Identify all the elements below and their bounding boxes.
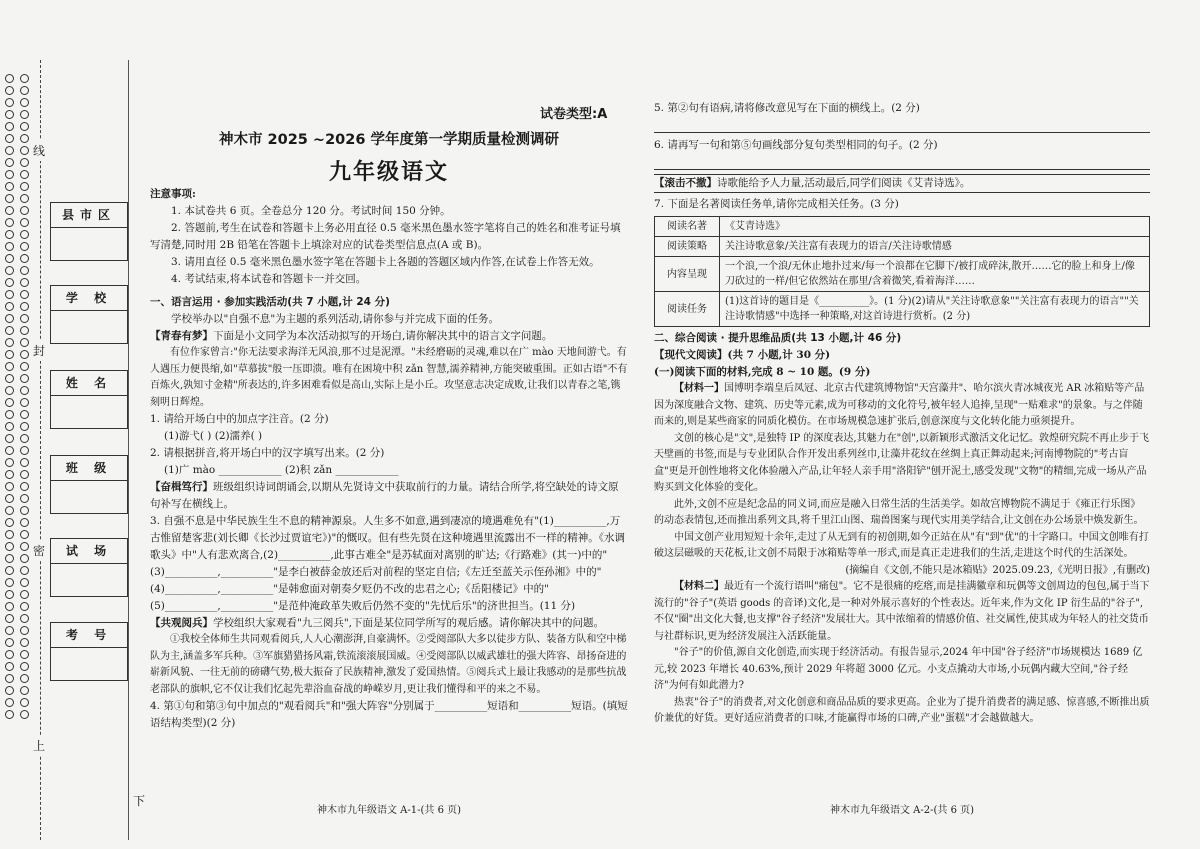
punch-hole [20, 302, 29, 311]
punch-hole [20, 254, 29, 263]
punch-hole [20, 530, 29, 539]
part-1-head: (一)阅读下面的材料,完成 8 ~ 10 题。(9 分) [654, 366, 871, 378]
side-char-xian: 线 [33, 140, 45, 161]
binding-strip [0, 0, 146, 849]
punch-hole [5, 86, 14, 95]
table-row [655, 257, 1150, 292]
material-2-para: "谷子"的价值,源自文化创造,而实现于经济活动。有报告显示,2024 年中国"谷子经济"市场规模达 1689 亿元,较 2023 年增长 40.63%,预计 2029 年将超 3000 亿元。小支点撬动大市场,小玩偶内藏大空间,"谷子经济"为何有如此潜力? [654, 647, 1143, 691]
punch-hole [20, 710, 29, 719]
material-2-para: 热衷"谷子"的消费者,对文化创意和商品品质的要求更高。企业为了提升消费者的满足感、惊喜感,不断推出质价兼优的好货。更好适应消费者的口味,才能赢得市场的口碑,产业"蛋糕"才会越做越大。 [654, 696, 1150, 724]
question-7: 7. 下面是名著阅读任务单,请你完成相关任务。(3 分) [654, 198, 899, 210]
question-4[interactable]: 4. 第①句和第③句中加点的"观看阅兵"和"强大阵容"分别属于__________短语和__________短语。(填短语结构类型)(2 分) [150, 700, 628, 729]
punch-hole [20, 98, 29, 107]
question-1: 1. 请给开场白中的加点字注音。(2 分) [150, 413, 329, 425]
punch-hole [20, 230, 29, 239]
table-key: 阅读任务 [655, 292, 720, 327]
punch-hole [5, 314, 14, 323]
punch-hole [5, 386, 14, 395]
punch-hole [5, 362, 14, 371]
punch-hole [5, 338, 14, 347]
punch-hole [5, 302, 14, 311]
note-item: 3. 请用直径 0.5 毫米黑色墨水签字笔在答题卡上各题的答题区域内作答,在试卷上作答无效。 [171, 256, 600, 268]
punch-hole [5, 398, 14, 407]
field-school[interactable] [50, 285, 128, 344]
punch-hole [20, 554, 29, 563]
page-footer-right: 神木市九年级语文 A-2-(共 6 页) [829, 805, 975, 816]
punch-hole [5, 434, 14, 443]
punch-hole [5, 158, 14, 167]
punch-hole [20, 482, 29, 491]
punch-hole [20, 170, 29, 179]
punch-hole [5, 134, 14, 143]
side-char-shang: 上 [33, 735, 45, 756]
punch-hole [20, 290, 29, 299]
punch-hole [5, 626, 14, 635]
punch-hole [20, 146, 29, 155]
table-value: 一个浪,一个浪/无休止地扑过来/每一个浪都在它脚下/被打成碎沫,散开……它的脸上和身上/像刀砍过的一样/但它依然站在那里/含着微笑,看着海洋…… [720, 257, 1150, 292]
punch-hole [5, 74, 14, 83]
punch-hole [20, 590, 29, 599]
punch-hole [5, 122, 14, 131]
material-1-para: 文创的核心是"文",是独特 IP 的深度表达,其魅力在"创",以新颖形式激活文化记忆。敦煌研究院不再止步于飞天壁画的书签,而是与专业团队合作开发出系列丝巾,让藻井花纹在丝绸上真正舞动起来;河南博物院的"考古盲盒"更是开创性地将文化体验融入产品,让年轻人亲手用"洛阳铲"刨开泥土,感受发现"文物"的精细,完成一场从产品购买到文化体验的变化。 [654, 432, 1149, 493]
punch-hole [20, 110, 29, 119]
paper-type: 试卷类型:A [540, 107, 608, 122]
punch-hole [20, 422, 29, 431]
punch-hole [20, 122, 29, 131]
punch-hole [20, 446, 29, 455]
reading-task-table [654, 216, 1150, 327]
punch-hole [5, 614, 14, 623]
notes-title: 注意事项: [150, 188, 196, 200]
answer-line[interactable] [654, 155, 1150, 170]
punch-hole [5, 542, 14, 551]
task-head: 【奋楫笃行】 [150, 481, 213, 493]
question-3[interactable]: 3. 自强不息是中华民族生生不息的精神源泉。人生多不如意,遇到凄凉的境遇难免有"(1)__________,万古惟留楚客悲(刘长卿《长沙过贾谊宅》)"的慨叹。但有些先贤在这种境遇里流露出不一样的精神。《水调歌头》中"人有悲欢离合,(2)__________,此事古难全"是苏轼面对离别的旷达;《行路难》(其一)中的"(3)__________,__________"是李白被薛金放还后对前程的坚定自信;《左迁至蓝关示侄孙湘》中的"(4)__________,__________"是韩愈面对朝奏夕贬仍不改的忠君之心;《岳阳楼记》中的"(5)__________,__________"是范仲淹政革失败后仍然不变的"先忧后乐"的济世担当。(11 分) [150, 515, 626, 612]
question-1-options[interactable]: (1)游弋( ) (2)濡养( ) [164, 430, 263, 442]
punch-hole [5, 590, 14, 599]
punch-hole [5, 650, 14, 659]
punch-hole [20, 518, 29, 527]
punch-hole [5, 218, 14, 227]
table-key: 阅读策略 [655, 237, 720, 257]
punch-holes-left [5, 72, 19, 722]
field-room[interactable] [50, 538, 128, 597]
punch-hole [20, 134, 29, 143]
punch-hole [20, 566, 29, 575]
modern-reading-head: 【现代文阅读】(共 7 小题,计 30 分) [654, 349, 831, 361]
side-char-mi: 密 [33, 540, 45, 561]
punch-hole [20, 182, 29, 191]
task-text: 诗歌能给予人力量,活动最后,同学们阅读《艾青诗选》。 [717, 177, 971, 189]
punch-hole [5, 698, 14, 707]
material-2-para: 最近有一个流行语叫"痛包"。它不是很痛的疙瘩,而是挂满徽章和玩偶等文创周边的包包,属于当下流行的"谷子"(英语 goods 的音译)文化,是一种对外展示喜好的个性表达。近年来,作为文化 IP 衍生品的"谷子",不仅"圈"出文化大餐,也支撑"谷子经济"发展壮大。其中浓缩着的情感价值、社交属性,使其成为年轻人的社交货币与社群标识,更为经济发展注入活跃能量。 [654, 581, 1150, 642]
table-row [655, 217, 1150, 237]
punch-hole [20, 410, 29, 419]
punch-hole [20, 662, 29, 671]
punch-hole [20, 386, 29, 395]
punch-hole [5, 566, 14, 575]
exam-subject: 九年级语文 [328, 160, 449, 185]
material-1-para: 国博明李端皇后凤冠、北京古代建筑博物馆"天宫藻井"、哈尔滨火青冰城夜光 AR 冰箱贴等产品因为深度融合文物、建筑、历史等元素,成为可移动的文化符号,被年轻人追捧,呈现"一贴难求"的景象。与之伴随而来的,则是某些商家的同质化模仿。在市场规模急速扩张后,创意深度与文化转化能力亟须提升。 [654, 383, 1145, 427]
punch-hole [20, 674, 29, 683]
table-key: 阅读名著 [655, 217, 720, 237]
punch-hole [5, 242, 14, 251]
table-value: 《艾青诗选》 [720, 217, 1150, 237]
punch-hole [5, 530, 14, 539]
punch-hole [20, 266, 29, 275]
punch-hole [5, 170, 14, 179]
question-5: 5. 第②句有语病,请将修改意见写在下面的横线上。(2 分) [654, 102, 920, 114]
table-row [655, 237, 1150, 257]
side-char-xia: 下 [133, 790, 145, 811]
punch-hole [20, 434, 29, 443]
punch-hole [5, 146, 14, 155]
task-head: 【青春有梦】 [150, 330, 213, 342]
punch-hole [20, 74, 29, 83]
cut-line [40, 60, 41, 840]
punch-holes-right [20, 72, 34, 722]
page-footer-left: 神木市九年级语文 A-1-(共 6 页) [316, 805, 462, 816]
field-name[interactable] [50, 370, 128, 429]
punch-hole [20, 686, 29, 695]
punch-hole [20, 218, 29, 227]
question-2: 2. 请根据拼音,将开场白中的汉字填写出来。(2 分) [150, 447, 385, 459]
material-1-source: (摘编自《文创,不能只是冰箱贴》2025.09.23,《光明日报》,有删改) [845, 564, 1150, 576]
punch-hole [5, 674, 14, 683]
punch-hole [20, 338, 29, 347]
punch-hole [5, 230, 14, 239]
passage-parade: ①我校全体师生共同观看阅兵,人人心潮澎湃,自豪满怀。②受阅部队大多以徒步方队、装备方队和空中梯队为主,涵盖多军兵种。③军旗猎猎扬风霜,铁流滚滚展国威。④受阅部队以威武雄壮的强大阵容、昂扬奋进的崭新风貌、一往无前的磅礴气势,极大振奋了民族精神,激发了爱国热情。⑤阅兵式上最让我感动的是那些抗战老部队的旗帜,它不仅让我们忆起先辈浴血奋战的峥嵘岁月,更让我们懂得和平的来之不易。 [150, 634, 627, 695]
field-label: 班 级 [51, 456, 127, 481]
punch-hole [20, 638, 29, 647]
punch-hole [5, 638, 14, 647]
material-2-head: 【材料二】 [674, 581, 724, 592]
punch-hole [20, 626, 29, 635]
punch-hole [20, 578, 29, 587]
field-exam-number[interactable] [50, 622, 128, 681]
punch-hole [5, 662, 14, 671]
punch-hole [5, 578, 14, 587]
field-county[interactable] [50, 202, 128, 261]
field-label: 县市区 [51, 203, 127, 228]
intro-text: 学校举办以"自强不息"为主题的系列活动,请你参与并完成下面的任务。 [171, 313, 499, 325]
table-row [655, 292, 1150, 327]
punch-hole [5, 458, 14, 467]
task-text: 学校组织大家观看"九三阅兵",下面是某位同学所写的观后感。请你解决其中的问题。 [213, 617, 604, 629]
punch-hole [20, 650, 29, 659]
punch-hole [5, 182, 14, 191]
punch-hole [5, 326, 14, 335]
task-text: 班级组织诗词朗诵会,以期从先贤诗文中获取前行的力量。请结合所学,将空缺处的诗文原句补写在横线上。 [150, 481, 619, 510]
punch-hole [5, 110, 14, 119]
punch-hole [20, 86, 29, 95]
punch-hole [20, 374, 29, 383]
punch-hole [20, 158, 29, 167]
punch-hole [5, 446, 14, 455]
punch-hole [5, 290, 14, 299]
note-item: 2. 答题前,考生在试卷和答题卡上务必用直径 0.5 毫米黑色墨水签字笔将自己的姓名和准考证号填写清楚,同时用 2B 铅笔在答题卡上填涂对应的试卷类型信息点(A 或 B)。 [150, 222, 621, 251]
punch-hole [5, 602, 14, 611]
passage-opening: 有位作家曾言:"你无法要求海洋无风浪,那不过是泥潭。"未经磨砺的灵魂,难以在广 mào 天地间游弋。有人遇压力便畏缩,如"草慕拔"般一压即溃。唯有在困境中积 zǎn 智慧,濡养精神,方能突破重围。正如古语"不有百炼火,孰知寸金精"所表达的,许多困难看似是高山,实际上是小丘。攻坚意志决定成败,让我们以青春之笔,镌刻明日辉煌。 [150, 347, 628, 408]
punch-hole [20, 278, 29, 287]
field-label: 试 场 [51, 539, 127, 564]
answer-line[interactable] [654, 118, 1150, 133]
task-box [654, 174, 1150, 193]
section-2-title: 二、综合阅读 · 提升思维品质(共 13 小题,计 46 分) [654, 332, 902, 344]
punch-hole [20, 602, 29, 611]
punch-hole [5, 686, 14, 695]
punch-hole [5, 518, 14, 527]
punch-hole [5, 494, 14, 503]
punch-hole [5, 482, 14, 491]
punch-hole [5, 278, 14, 287]
punch-hole [20, 206, 29, 215]
field-class[interactable] [50, 455, 128, 514]
punch-hole [5, 422, 14, 431]
punch-hole [5, 374, 14, 383]
material-1-head: 【材料一】 [674, 383, 724, 394]
question-2-options[interactable]: (1)广 mào ____________ (2)积 zǎn ____________ [164, 464, 399, 476]
field-label: 考 号 [51, 623, 127, 648]
question-6: 6. 请再写一句和第⑤句画线部分复句类型相同的句子。(2 分) [654, 139, 938, 151]
task-text: 下面是小文同学为本次活动拟写的开场白,请你解决其中的语言文字问题。 [213, 330, 553, 342]
punch-hole [5, 506, 14, 515]
punch-hole [5, 98, 14, 107]
note-item: 1. 本试卷共 6 页。全卷总分 120 分。考试时间 150 分钟。 [171, 205, 451, 217]
punch-hole [20, 470, 29, 479]
material-1-para: 此外,文创不应是纪念品的同义词,而应是融入日常生活的生活美学。如故宫博物院不满足于《雍正行乐图》的动态表情包,还而推出系列文具,将千里江山图、瑞兽图案与现代实用美学结合,让文创在办公场景中焕发新生。 [654, 498, 1144, 526]
field-label: 姓 名 [51, 371, 127, 396]
table-value: 关注诗歌意象/关注富有表现力的语言/关注诗歌情感 [720, 237, 1150, 257]
punch-hole [20, 698, 29, 707]
seal-line [128, 60, 129, 840]
punch-hole [20, 362, 29, 371]
punch-hole [5, 266, 14, 275]
note-item: 4. 考试结束,将本试卷和答题卡一并交回。 [171, 273, 367, 285]
punch-hole [20, 350, 29, 359]
punch-hole [5, 350, 14, 359]
punch-hole [5, 194, 14, 203]
side-char-feng: 封 [33, 340, 45, 361]
exam-title: 神木市 2025 ~2026 学年度第一学期质量检测调研 [218, 132, 559, 148]
punch-hole [20, 542, 29, 551]
punch-hole [20, 458, 29, 467]
punch-hole [5, 710, 14, 719]
section-1-title: 一、语言运用 · 参加实践活动(共 7 小题,计 24 分) [150, 296, 390, 308]
punch-hole [20, 314, 29, 323]
punch-hole [20, 506, 29, 515]
punch-hole [20, 614, 29, 623]
punch-hole [20, 326, 29, 335]
punch-hole [20, 398, 29, 407]
punch-hole [20, 494, 29, 503]
punch-hole [5, 410, 14, 419]
material-1-para: 中国文创产业用短短十余年,走过了从无到有的初创期,如今正站在从"有"到"优"的十字路口。中国文创唯有打破这层磁吸的天花板,让文创不局限于冰箱贴等单一形式,而是真正走进我们的生活,走进这个时代的生活深处。 [654, 531, 1149, 559]
table-value[interactable]: (1)这首诗的题目是《__________》。(1 分)(2)请从"关注诗歌意象""关注富有表现力的语言""关注诗歌情感"中选择一种策略,对这首诗进行赏析。(2 分) [720, 292, 1150, 327]
punch-hole [5, 470, 14, 479]
task-head: 【滚击不撤】 [654, 177, 717, 189]
punch-hole [20, 194, 29, 203]
punch-hole [5, 554, 14, 563]
task-head: 【共观阅兵】 [150, 617, 213, 629]
left-column [150, 186, 628, 732]
table-key: 内容呈现 [655, 257, 720, 292]
field-label: 学 校 [51, 286, 127, 311]
punch-hole [20, 242, 29, 251]
punch-hole [5, 254, 14, 263]
right-column [654, 100, 1150, 728]
punch-hole [5, 206, 14, 215]
